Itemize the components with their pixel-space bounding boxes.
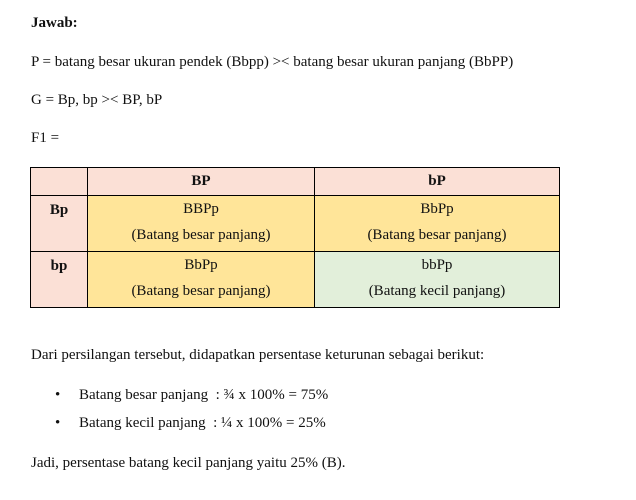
table-row	[31, 252, 560, 308]
column-header: BP	[88, 168, 315, 196]
table-header-row	[31, 168, 560, 196]
cell-phenotype: (Batang kecil panjang)	[368, 283, 506, 299]
cell-genotype: bbPp	[421, 257, 453, 273]
column-header: bP	[315, 168, 560, 196]
table-corner-cell	[31, 168, 88, 196]
results-list	[31, 381, 328, 437]
cell-genotype: BBPp	[183, 201, 219, 217]
cell-genotype: BbPp	[184, 257, 218, 273]
answer-heading: Jawab:	[31, 15, 78, 31]
cell-genotype: BbPp	[420, 201, 454, 217]
parental-cross: P = batang besar ukuran pendek (Bbpp) >< batang besar ukuran panjang (BbPP)	[31, 54, 514, 70]
gametes-line: G = Bp, bp >< BP, bP	[31, 92, 163, 108]
results-intro: Dari persilangan tersebut, didapatkan persentase keturunan sebagai berikut:	[31, 347, 485, 363]
bullet-icon: •	[55, 415, 61, 431]
cell-phenotype: (Batang besar panjang)	[367, 227, 507, 243]
table-cell	[88, 196, 315, 252]
cell-phenotype: (Batang besar panjang)	[131, 283, 271, 299]
table-cell	[315, 252, 560, 308]
table-row	[31, 196, 560, 252]
list-item	[31, 409, 328, 437]
list-item	[31, 381, 328, 409]
result-text: Batang besar panjang : ¾ x 100% = 75%	[79, 387, 329, 403]
cell-phenotype: (Batang besar panjang)	[131, 227, 271, 243]
result-text: Batang kecil panjang : ¼ x 100% = 25%	[79, 415, 326, 431]
table-cell	[88, 252, 315, 308]
punnett-square	[30, 167, 560, 308]
table-cell	[315, 196, 560, 252]
row-header: Bp	[31, 196, 88, 252]
bullet-icon: •	[55, 387, 61, 403]
row-header: bp	[31, 252, 88, 308]
f1-label: F1 =	[31, 130, 60, 146]
conclusion: Jadi, persentase batang kecil panjang yaitu 25% (B).	[31, 455, 346, 471]
